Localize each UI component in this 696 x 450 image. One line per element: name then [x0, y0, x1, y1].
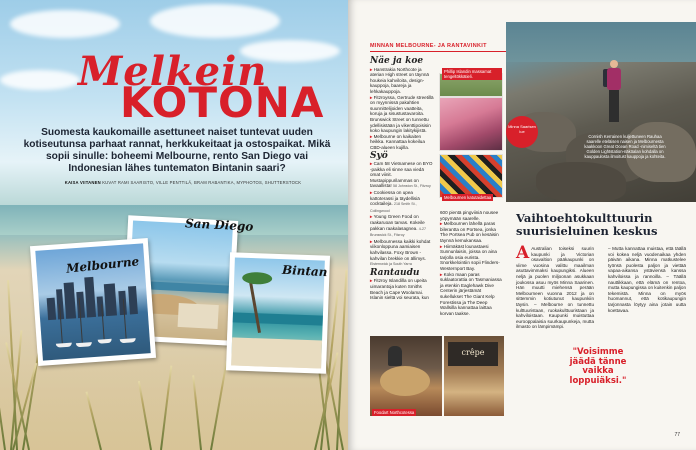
heading-rantaudu: Rantaudu	[370, 267, 420, 278]
author-name: KAISA VIITANEN	[64, 180, 101, 185]
photo-rocky-coast	[506, 22, 696, 202]
right-page	[348, 0, 696, 450]
photo-phillip-island	[440, 98, 502, 150]
title-melkein: Melkein	[78, 48, 268, 95]
list-item: 600 pientä pingviiniä nousee yöpymään saarelle.	[440, 210, 499, 221]
pull-quote: "Voisimme jäädä tänne vaikka loppuiäksi."	[566, 345, 630, 389]
list-item: ▸ Cam 58 Vietnamese on BYO -paikka eli sinne saa viedä omat viinit. Mustapippurilammas on tavaallista! 58 Johnston St., Fitzroy	[370, 161, 433, 189]
section-rule	[370, 51, 518, 52]
cloud	[0, 70, 80, 90]
cloud	[10, 10, 120, 38]
article-body-col1: A Australian toiseksi suurin kaupunki ja Victorian osavaltion pääkaupunki on viime vuosina valittu maailman asuttavimmaksi kaupungiksi. Alueen neljä ja puolen miljoonan asukkaan joukossa asuu myös Minna Saarinen. Hän muutti miehensä perään Melbourneen vuonna 2012 ja on sittemmin kotiutunut kaupunkiin täysin. – Melbourne on tunnettu kulttuuristaan, ruokakulttuuristaan ja kahviloistaan. Kaupunki muistuttaa eurooppalaisia suurkaupunkeja, mutta ilmasto on lämpimämpi.	[516, 243, 594, 330]
list-item: ▸ Young Green Food on raakaruoan tarvas. Kokeile pakkan raakalasagnea. 4-27 Brunswick St., Fitzroy	[370, 214, 426, 238]
list-item: ▸ Hanstrakia Northcote ja aterian High street on täynnä houkeia kahviloita, design-kauppoja, baareja ja lehkakauppoja.	[370, 66, 429, 94]
photo-market	[370, 336, 442, 416]
tips-column	[370, 56, 434, 301]
tips-column-continued	[440, 210, 504, 316]
caption-market: Foodart Northcotessa	[374, 410, 415, 415]
list-item: ▸ Koko maan paras suklaatorattia on Tasmaniassa ja etenkin Eaglehawk Dive Centerin järjestämät sukellukset The Giant Kelp Forestissa ja The Deep Wallsilla kannattaa laittaa korvan taakse.	[440, 271, 502, 316]
caption-street-art: Melbournen katutaidettaa	[444, 195, 492, 200]
photo-credits	[38, 180, 328, 185]
credits-text: KUVAT RAMI SAARISTO, VILLE PENTTILÄ, BRAM RABANTIKA, MYPHOTOS, SHUTTERSTOCK	[102, 180, 302, 185]
heading-syo: Syö	[370, 150, 388, 161]
article-body-col2: – Mutta kannattaa muistaa, että täällä voi kokea neljä vuodenaikaa yhden päivän aikana. Minna matkustelee työnsä puolesta paljon ja viettää vapaa-aikansa ystäviensä kanssa kahviloissa ja rannoilla. – Täällä nauttikkaan, että elämä on rentoa, mutta kaupungissa on kuitenkin paljon tekemistä. Minna on myös huomannut, että kotikaupungin tarjonnasta löytyy aina jotain uutta koettavaa.	[608, 246, 686, 313]
portrait-badge: Minna Saarisen lue	[506, 116, 538, 148]
list-item: ▸ Hiirnäkäst lounastaesi Sunnunlaisin, joissa on aina tarjolla osia eurista. Snorkkelointiin sopii Flinders-Westernport Bay.	[440, 243, 500, 271]
list-item: ▸ Fitzroyssa, Gertrude streetillä on myynnissä pakahtien suunnittelijoiden vaatteita, koruja ja sisustustavaroita. Brunswick Street on tunnettu ydellisistään ja vikenttipoisisin koko kaupungin lakitykijistä.	[370, 94, 434, 134]
title-kotona: KOTONA	[120, 78, 325, 127]
photo-caption: Cornish Kerrainen kuljettuneen Rauhaa saarelle eteläisen naisen ja Melbournesta kaakkoon Great Ocean Road -nimiseltä tien Golden Lightstation-näköalan kohdalla on kauppaulosta ilmoitust kauppoja ja kohteita.	[584, 134, 666, 159]
crepe-sign: crêpe	[448, 342, 498, 366]
list-item: ▸ Melbournessa kaikki kohdat viikonloppuna aamiaisen kahvilassa. Foxy Brown -kahvilan brekkie on ällimys. Elsternwick ja South Yarra	[370, 238, 431, 267]
page-number: 77	[674, 432, 680, 438]
lead-paragraph: Suomesta kaukomaille asettuneet naiset tuntevat uuden kotiseutunsa parhaat rannat, herkkukeitaat ja ostospaikat. Mikä sopii sinulle: boheemi Melbourne, rento San Diego vai Indonesian lähes tuntematon Bintanin saari?	[23, 127, 331, 174]
heading-nae-ja-koe: Näe ja koe	[370, 56, 424, 66]
label-melbourne: Melbourne	[65, 254, 140, 276]
cloud	[150, 4, 280, 38]
list-item: ▸ Melbournen lähellä paras bilerantta on Portsea, jonka The Portsea Pub on kesäisin täynnä kemukansaa.	[440, 221, 499, 243]
caption-phillip-island: Phillip Islandin massamat tengeltökkätieli.	[442, 68, 502, 80]
section-tag: MINNAN MELBOURNE- JA RANTAVINKIT	[370, 43, 487, 49]
label-san-diego: San Diego	[184, 216, 254, 234]
article-headline: Vaihtoehtokulttuurin suurisieluinen keskus	[516, 211, 658, 238]
dropcap: A	[516, 243, 530, 263]
list-item: ▸ Cookiessa on upea kattoterassi ja täydellisiä cocktaileja. 218 Smith St., Collingwood	[370, 190, 420, 213]
list-item: ▸ Fitzroy Islandilla on upeita uimarantoja kuten Smiths Beach ja Cape Woolamai. Islanin sieltä voi seurata, kun	[370, 278, 429, 301]
list-item: ▸ Melbourne on kaikaiten heikka. Kannattaa kokeilua CBD-alueen kujilla.	[370, 133, 425, 150]
hiker-figure	[603, 60, 625, 130]
photo-street-art	[440, 155, 502, 197]
label-bintan: Bintan	[281, 262, 328, 280]
